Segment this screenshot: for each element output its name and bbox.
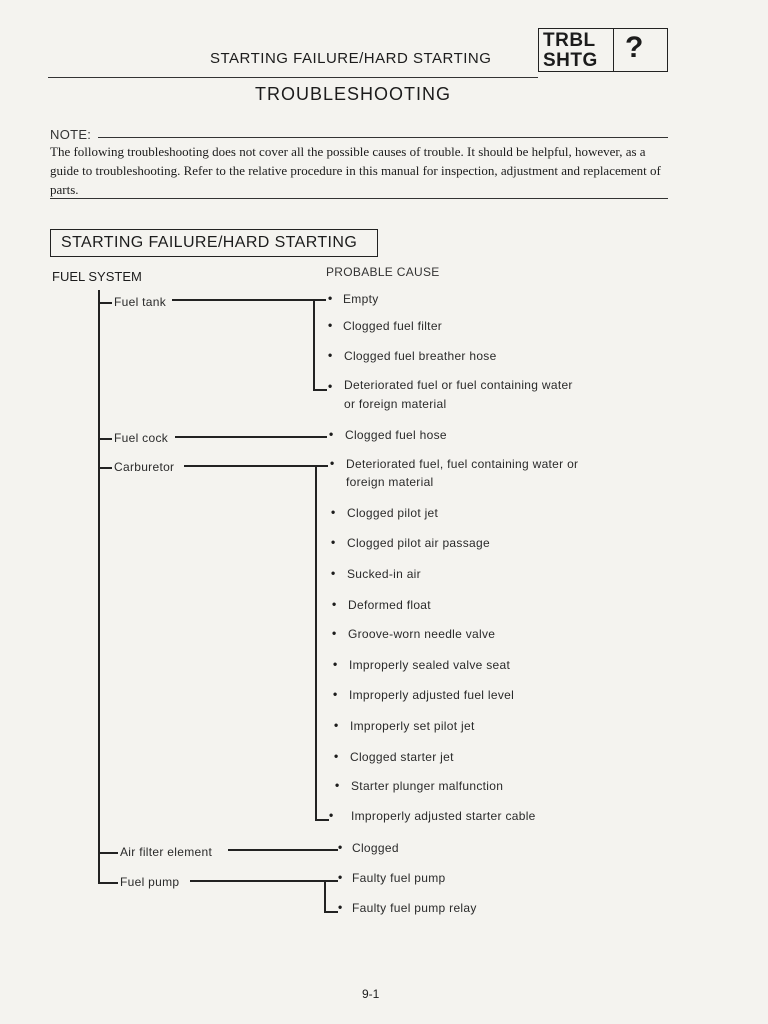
bullet: •: [332, 597, 337, 611]
bullet: •: [330, 456, 335, 470]
branch-line: [98, 302, 112, 304]
bullet: •: [335, 778, 340, 792]
note-text: The following troubleshooting does not cover all the possible causes of trouble. It should be helpful, however, as a guide to troubleshooting. Refer to the relative procedure in this manual for inspection, adjustment and replacement of parts.: [50, 144, 661, 197]
cause-item: foreign material: [346, 475, 434, 489]
cause-item: Clogged starter jet: [350, 750, 454, 764]
running-title: STARTING FAILURE/HARD STARTING: [210, 50, 492, 67]
bracket-foot: [315, 819, 329, 821]
bullet: •: [334, 749, 339, 763]
component-carburetor: Carburetor: [114, 460, 175, 474]
bullet: •: [331, 566, 336, 580]
page-number: 9-1: [362, 987, 380, 1001]
cause-item: Clogged fuel hose: [345, 428, 447, 442]
bullet: •: [334, 718, 339, 732]
cause-item: or foreign material: [344, 397, 447, 411]
bullet: •: [328, 379, 333, 393]
branch-line: [98, 438, 112, 440]
component-fuel-tank: Fuel tank: [114, 295, 167, 309]
bullet: •: [331, 505, 336, 519]
branch-line: [98, 467, 112, 469]
cause-item: Deteriorated fuel or fuel containing water: [344, 378, 573, 392]
cause-item: Faulty fuel pump: [352, 871, 446, 885]
probable-cause-label: PROBABLE CAUSE: [326, 265, 440, 279]
cause-item: Faulty fuel pump relay: [352, 901, 477, 915]
badge-line2: SHTG: [543, 50, 598, 71]
note-bottom-rule: [50, 198, 668, 199]
badge-line1: TRBL: [543, 30, 596, 51]
bullet: •: [332, 626, 337, 640]
component-fuel-cock: Fuel cock: [114, 431, 169, 445]
cause-item: Groove-worn needle valve: [348, 627, 496, 641]
cause-item: Improperly adjusted starter cable: [351, 809, 536, 823]
cause-item: Sucked-in air: [347, 567, 421, 581]
cause-item: Starter plunger malfunction: [351, 779, 504, 793]
leader-line: [184, 465, 328, 467]
cause-item: Clogged fuel filter: [343, 319, 443, 333]
leader-line: [172, 299, 326, 301]
bullet: •: [329, 808, 334, 822]
cause-item: Clogged: [352, 841, 399, 855]
cause-item: Clogged pilot air passage: [347, 536, 490, 550]
bullet: •: [328, 318, 333, 332]
section-heading-box: [50, 229, 378, 257]
cause-item: Improperly set pilot jet: [350, 719, 475, 733]
component-fuel-pump: Fuel pump: [120, 875, 180, 889]
page-title: TROUBLESHOOTING: [255, 84, 452, 104]
fuel-system-label: FUEL SYSTEM: [52, 269, 142, 284]
note-label: NOTE:: [50, 127, 92, 142]
bracket-foot: [324, 911, 338, 913]
branch-line: [98, 852, 118, 854]
section-title: STARTING FAILURE/HARD STARTING: [61, 234, 358, 251]
bullet: •: [328, 348, 333, 362]
cause-item: Deformed float: [348, 598, 431, 612]
bracket-line: [313, 299, 315, 390]
leader-line: [228, 849, 338, 851]
bracket-line: [324, 880, 326, 912]
component-air-filter-element: Air filter element: [120, 845, 213, 859]
bullet: •: [329, 427, 334, 441]
cause-item: Improperly adjusted fuel level: [349, 688, 515, 702]
bullet: •: [338, 840, 343, 854]
badge-divider: [613, 29, 614, 71]
cause-item: Clogged fuel breather hose: [344, 349, 497, 363]
header-rule: [48, 77, 538, 78]
branch-line: [98, 882, 118, 884]
note-top-rule: [98, 137, 668, 138]
bullet: •: [328, 291, 333, 305]
bullet: •: [338, 900, 343, 914]
bracket-foot: [313, 389, 327, 391]
section-badge: [538, 28, 668, 72]
tree-trunk-line: [98, 290, 100, 883]
bracket-line: [315, 465, 317, 820]
question-mark-icon: ?: [625, 31, 644, 64]
leader-line: [190, 880, 338, 882]
cause-item: Deteriorated fuel, fuel containing water or: [346, 457, 579, 471]
bullet: •: [338, 870, 343, 884]
leader-line: [175, 436, 327, 438]
bullet: •: [333, 657, 338, 671]
cause-item: Empty: [343, 292, 379, 306]
bullet: •: [331, 535, 336, 549]
cause-item: Improperly sealed valve seat: [349, 658, 511, 672]
cause-item: Clogged pilot jet: [347, 506, 439, 520]
bullet: •: [333, 687, 338, 701]
